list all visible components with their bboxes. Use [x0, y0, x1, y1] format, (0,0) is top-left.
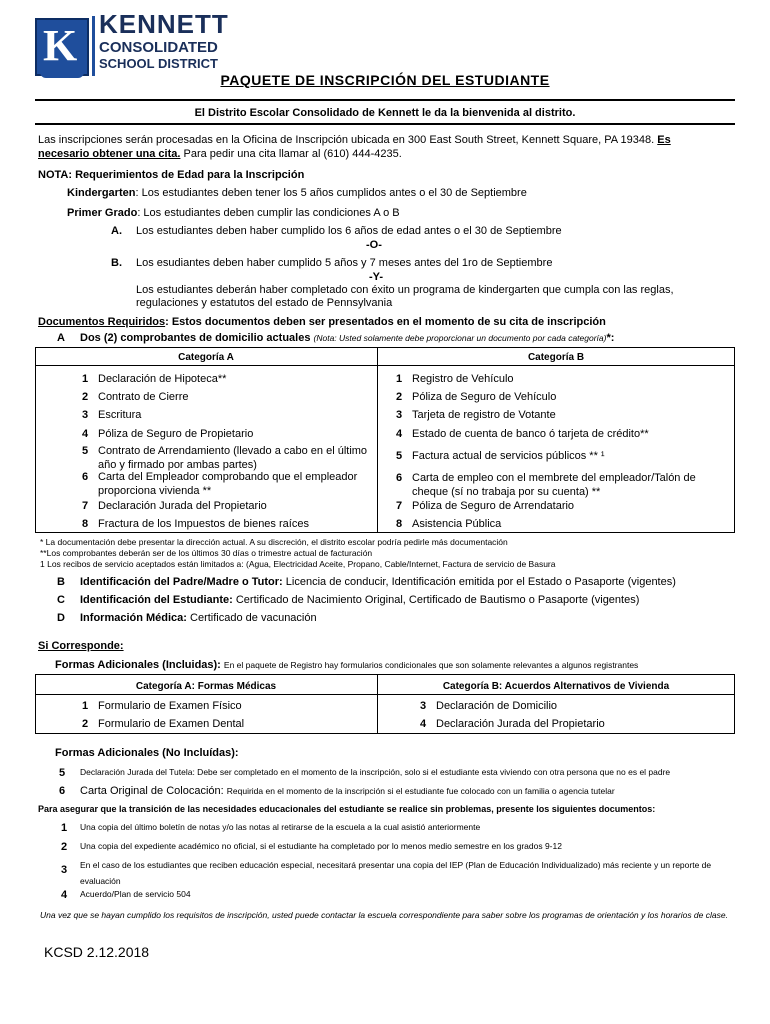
logo-text-kennett: KENNETT: [99, 9, 229, 39]
section-c-text: Certificado de Nacimiento Original, Certificado de Bautismo o Pasaporte (vigentes): [235, 594, 640, 606]
medical-form-item-number: 2: [81, 718, 89, 730]
section-a-letter: A: [57, 332, 65, 344]
first-grade-label: Primer Grado: [67, 207, 138, 219]
medical-form-item-text: Formulario de Examen Físico: [98, 700, 242, 712]
kindergarten-req: [67, 186, 527, 200]
kindergarten-text: : Los estudiantes deben tener los 5 años cumplidos antes o el 30 de Septiembre: [135, 187, 527, 199]
transition-item-text: En el caso de los estudiantes que reciben educación especial, necesitará presentar una copia del IEP (Plan de Educación Individualizado) más reciente y un reporte de evaluación: [80, 860, 712, 886]
category-a-item-text: Carta del Empleador comprobando que el empleador proporciona vivienda **: [98, 471, 358, 497]
transition-heading: Para asegurar que la transición de las necesidades educacionales del estudiante se realice sin problemas, presente los siguientes documentos:: [38, 804, 656, 814]
divider: [35, 123, 735, 125]
section-b-label: Identificación del Padre/Madre o Tutor:: [80, 576, 283, 588]
if-applicable-heading: Si Corresponde:: [38, 640, 124, 652]
kindergarten-label: Kindergarten: [67, 187, 136, 199]
category-b-item-number: 7: [395, 500, 403, 512]
age-heading: NOTA: Requerimientos de Edad para la Inscripción: [38, 169, 305, 181]
transition-item-text: Una copia del último boletín de notas y/o las notas al retirarse de la escuela a la cual asistió anteriormente: [80, 822, 481, 832]
footnote-2: **Los comprobantes deberán ser de los últimos 30 días o trimestre actual de facturación: [40, 548, 373, 558]
category-b-item-text: Póliza de Seguro de Arrendatario: [412, 500, 575, 512]
welcome-text: El Distrito Escolar Consolidado de Kennett le da la bienvenida al distrito.: [194, 107, 576, 119]
housing-form-item-text: Declaración Jurada del Propietario: [436, 718, 605, 730]
included-forms-line: [55, 658, 638, 672]
category-a-item-number: 3: [81, 409, 89, 421]
district-logo: [35, 18, 89, 76]
condition-b-label: B.: [111, 257, 122, 269]
section-d-label: Información Médica:: [80, 612, 187, 624]
category-b-item-number: 4: [395, 428, 403, 440]
category-a-header: Categoría A: [178, 352, 234, 363]
section-a-text: Dos (2) comprobantes de domicilio actuales: [80, 332, 311, 344]
category-b-item-number: 1: [395, 373, 403, 385]
item-6-number: 6: [59, 785, 66, 797]
category-a-item-text: Contrato de Arrendamiento (llevado a cabo en el último año y firmado por ambas partes): [98, 445, 368, 471]
housing-form-item-number: 4: [419, 718, 427, 730]
table-header-divider: [35, 694, 735, 695]
not-included-forms-label: Formas Adicionales (No Incluídas):: [55, 747, 239, 759]
section-d-line: [80, 611, 317, 625]
item-5-number: 5: [59, 767, 66, 779]
category-b-item-text: Póliza de Seguro de Vehículo: [412, 391, 557, 403]
category-a-item-text: Declaración Jurada del Propietario: [98, 500, 267, 512]
condition-a-text: Los estudiantes deben haber cumplido los 6 años de edad antes o el 30 de Septiembre: [136, 225, 562, 237]
category-a-item-text: Póliza de Seguro de Propietario: [98, 428, 254, 440]
included-forms-label: Formas Adicionales (Incluidas):: [55, 659, 221, 671]
item-6-label: Carta Original de Colocación:: [80, 785, 224, 797]
section-d-letter: D: [57, 612, 65, 624]
category-b-item-number: 6: [395, 472, 403, 484]
intro-appointment-a: Es: [657, 134, 671, 146]
category-b-header: Categoría B: [527, 352, 585, 363]
category-a-item-text: Contrato de Cierre: [98, 391, 189, 403]
section-c-line: [80, 593, 639, 607]
section-a-heading: [80, 331, 614, 345]
documents-heading: [38, 315, 606, 329]
medical-form-item-text: Formulario de Examen Dental: [98, 718, 245, 730]
category-b-item-number: 2: [395, 391, 403, 403]
section-b-text: Licencia de conducir, Identificación emitida por el Estado o Pasaporte (vigentes): [285, 576, 676, 588]
transition-item-number: 3: [60, 864, 68, 876]
intro-line-2: [38, 147, 402, 161]
category-a-item-text: Escritura: [98, 409, 142, 421]
category-a-item-number: 1: [81, 373, 89, 385]
section-a-star: *:: [606, 332, 615, 344]
category-b-item-text: Carta de empleo con el membrete del empleador/Talón de cheque (sí no trabaja por su cuenta) **: [412, 472, 696, 498]
category-b-item-text: Factura actual de servicios públicos ** ¹: [412, 450, 605, 462]
category-b-item-number: 3: [395, 409, 403, 421]
transition-item-text: Acuerdo/Plan de servicio 504: [80, 889, 191, 899]
category-b-item-text: Tarjeta de registro de Votante: [412, 409, 556, 421]
page-title: PAQUETE DE INSCRIPCIÓN DEL ESTUDIANTE: [220, 72, 550, 88]
section-c-letter: C: [57, 594, 65, 606]
section-b-letter: B: [57, 576, 65, 588]
item-6-text: Requirida en el momento de la inscripción si el estudiante fue colocado con un familia o agencia tutelar: [226, 786, 615, 796]
medical-form-item-number: 1: [81, 700, 89, 712]
section-c-label: Identificación del Estudiante:: [80, 594, 233, 606]
item-5-text: Declaración Jurada del Tutela: Debe ser completado en el momento de la inscripción, solo si el estudiante esta viviendo con otra persona que no es el padre: [80, 767, 671, 777]
housing-form-item-text: Declaración de Domicilio: [436, 700, 558, 712]
category-b-item-text: Asistencia Pública: [412, 518, 502, 530]
housing-form-item-number: 3: [419, 700, 427, 712]
condition-b-text-2: Los estudiantes deberán haber completado con éxito un programa de kindergarten que cumpla con las reglas,: [136, 284, 674, 296]
footnote-1: * La documentación debe presentar la dirección actual. A su discreción, el distrito escolar podría pedirle más documentación: [40, 537, 508, 547]
first-grade-req: [67, 206, 400, 220]
footer-code: KCSD 2.12.2018: [44, 944, 150, 960]
documents-heading-rest: : Estos documentos deben ser presentados en el momento de su cita de inscripción: [165, 316, 606, 328]
logo-text-consolidated: CONSOLIDATED: [99, 39, 218, 56]
or-separator: -O-: [366, 239, 382, 251]
category-a-item-number: 5: [81, 445, 89, 457]
documents-heading-underlined: Documentos Requiridos: [38, 316, 166, 328]
footnote-3: 1 Los recibos de servicio aceptados están limitados a: (Agua, Electricidad Aceite, Propano, Cable/Internet, Factura de servicio de Basura: [40, 559, 556, 569]
section-a-note: (Nota: Usted solamente debe proporcionar un documento por cada categoría): [313, 333, 607, 343]
closing-note: Una vez que se hayan cumplido los requisitos de inscripción, usted puede contactar la escuela correspondiente para saber sobre los programas de orientación y los horarios de clase.: [40, 910, 728, 920]
and-separator: -Y-: [369, 271, 384, 283]
category-b-item-text: Estado de cuenta de banco ó tarjeta de crédito**: [412, 428, 649, 440]
logo-letter: K: [43, 21, 78, 70]
section-d-text: Certificado de vacunación: [190, 612, 317, 624]
table-column-divider: [377, 347, 378, 533]
category-a-item-text: Declaración de Hipoteca**: [98, 373, 227, 385]
divider: [35, 99, 735, 101]
condition-a-label: A.: [111, 225, 122, 237]
transition-item-number: 1: [60, 822, 68, 834]
condition-b-text: Los esudiantes deben haber cumplido 5 años y 7 meses antes del 1ro de Septiembre: [136, 257, 553, 269]
category-a-item-number: 7: [81, 500, 89, 512]
logo-divider: [92, 16, 95, 76]
intro-line-1: [38, 133, 671, 147]
category-a-item-number: 6: [81, 471, 89, 483]
category-a-item-number: 2: [81, 391, 89, 403]
intro-address: Las inscripciones serán procesadas en la Oficina de Inscripción ubicada en 300 East South Street, Kennett Square, PA 19348.: [38, 134, 655, 146]
transition-item-number: 4: [60, 889, 68, 901]
item-6-line: [80, 784, 615, 798]
category-a-item-text: Fractura de los Impuestos de bienes raíces: [98, 518, 309, 530]
category-b-item-text: Registro de Vehículo: [412, 373, 514, 385]
housing-forms-header: Categoría B: Acuerdos Alternativos de Vivienda: [442, 681, 670, 692]
first-grade-text: : Los estudiantes deben cumplir las condiciones A o B: [137, 207, 400, 219]
transition-item-text: Una copia del expediente académico no oficial, si el estudiante ha completado por lo menos medio semestre en los grados 9-12: [80, 841, 562, 851]
intro-appointment-b: necesario obtener una cita.: [38, 148, 181, 160]
intro-phone: Para pedir una cita llamar al (610) 444-4235.: [183, 148, 402, 160]
section-b-line: [80, 575, 676, 589]
medical-forms-header: Categoría A: Formas Médicas: [135, 681, 277, 692]
table-header-divider: [35, 365, 735, 366]
condition-b-text-3: regulaciones y estatutos del estado de Pennsylvania: [136, 297, 393, 309]
category-a-item-number: 4: [81, 428, 89, 440]
included-forms-note: En el paquete de Registro hay formularios condicionales que son solamente relevantes a algunos registrantes: [223, 660, 639, 670]
category-a-item-number: 8: [81, 518, 89, 530]
category-b-item-number: 8: [395, 518, 403, 530]
category-b-item-number: 5: [395, 450, 403, 462]
logo-text-school-district: SCHOOL DISTRICT: [99, 56, 218, 71]
transition-item-number: 2: [60, 841, 68, 853]
